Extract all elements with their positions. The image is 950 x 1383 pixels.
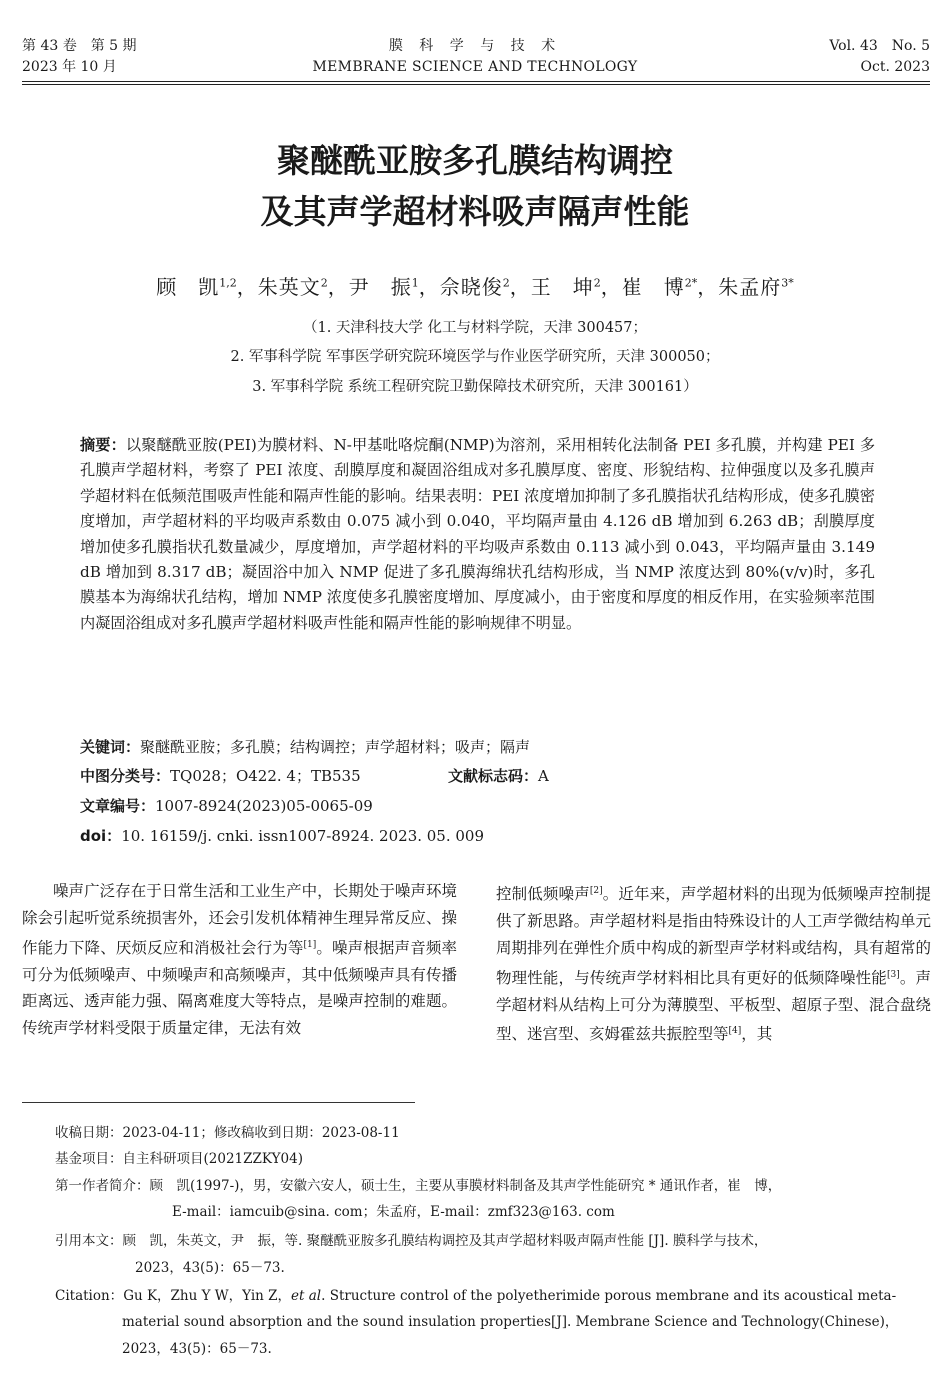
footnote-fund: 基金项目：自主科研项目(2021ZZKY04) [55, 1151, 303, 1167]
affiliation-1: （1. 天津科技大学 化工与材料学院，天津 300457； [302, 320, 647, 336]
author: 崔 博$^{2*}$， [621, 274, 719, 299]
header-left [22, 36, 137, 78]
bio-line-1: 顾 凯(1997-)，男，安徽六安人，硕士生，主要从事膜材料制备及其声学性能研究 * 通讯作者，崔 博， [149, 1178, 782, 1194]
header-right [829, 36, 930, 78]
doi-text: 10. 16159/j. cnki. issn1007-8924. 2023. 05. 009 [121, 827, 485, 845]
body-paragraph: 噪声广泛存在于日常生活和工业生产中，长期处于噪声环境除会引起听觉系统损害外，还会引发机体精神生理异常反应、操作能力下降、厌烦反应和消极社会行为等[1]。噪声根据声音频率可分为低频噪声、中频噪声和高频噪声，其中低频噪声具有传播距离远、透声能力强、隔离难度大等特点，是噪声控制的难题。传统声学材料受限于质量定律，无法有效 [22, 882, 457, 1038]
citation-ref: [4] [728, 1026, 742, 1037]
author: 王 坤$^2$， [530, 274, 622, 299]
author: 尹 振$^1$， [348, 274, 440, 299]
article-number [80, 794, 373, 818]
cite-cn-line-2: 2023，43(5)：65－73. [135, 1260, 285, 1276]
abstract-text: 以聚醚酰亚胺(PEI)为膜材料、N-甲基吡咯烷酮(NMP)为溶剂，采用相转化法制备 PEI 多孔膜，并构建 PEI 多孔膜声学超材料，考察了 PEI 浓度、刮膜厚度和凝固浴组成对多孔膜厚度、密度、形貌结构、拉伸强度以及多孔膜声学超材料在低频范围吸声性能和隔声性能的影响。结果表明：PEI 浓度增加抑制了多孔膜指状孔结构形成，使多孔膜密度增加，声学超材料的平均吸声系数由 0.075 减小到 0.040，平均隔声量由 4.126 dB 增加到 6.263 dB；刮膜厚度增加使多孔膜指状孔数量减少，厚度增加，声学超材料的平均吸声系数由 0.113 减小到 0.043，平均隔声量由 3.149 dB 增加到 8.317 dB；凝固浴中加入 NMP 促进了多孔膜海绵状孔结构形成，当 NMP 浓度达到 80%(v/v)时，多孔膜基本为海绵状孔结构，增加 NMP 浓度使多孔膜密度增加、厚度减小，由于密度和厚度的相反作用，在实验频率范围内凝固浴组成对多孔膜声学超材料吸声性能和隔声性能的影响规律不明显。 [80, 436, 876, 632]
header-rule-top [22, 81, 930, 82]
keywords-text: 聚醚酰亚胺；多孔膜；结构调控；声学超材料；吸声；隔声 [140, 738, 531, 756]
document-code [448, 764, 549, 788]
body-column-left [22, 878, 457, 1042]
affiliation-2: 2. 军事科学院 军事医学研究院环境医学与作业医学研究所，天津 300050； [230, 349, 720, 365]
footnote-received: 收稿日期：2023-04-11；修改稿收到日期：2023-08-11 [55, 1125, 400, 1141]
keywords-label: 关键词： [80, 738, 141, 756]
author: 朱英文$^2$， [257, 274, 349, 299]
cite-cn-line-1: 顾 凯，朱英文，尹 振，等. 聚醚酰亚胺多孔膜结构调控及其声学超材料吸声隔声性能 [J]. 膜科学与技术， [122, 1233, 768, 1249]
bio-label: 第一作者简介： [55, 1178, 150, 1194]
cite-en-label: Citation： [55, 1288, 124, 1304]
document-code-text: A [538, 767, 549, 785]
header-rule-bottom [22, 84, 930, 85]
keywords [80, 735, 530, 759]
body-column-right [496, 878, 931, 1048]
author: 顾 凯$^{1,2}$， [156, 274, 258, 299]
header-center [275, 36, 675, 78]
footnote-cite-cn [55, 1229, 935, 1253]
footnote-author-bio [55, 1174, 935, 1198]
article-number-text: 1007-8924(2023)05-0065-09 [155, 797, 373, 815]
cite-cn-label: 引用本文： [55, 1233, 123, 1249]
footnote-rule [22, 1102, 415, 1103]
citation-ref: [3] [886, 969, 900, 980]
citation-ref: [1] [303, 939, 317, 950]
doi [80, 824, 484, 848]
volume-number-en: Vol. 43 No. 5 [829, 38, 930, 54]
title-line-1: 聚醚酰亚胺多孔膜结构调控 [277, 141, 673, 180]
clc-label: 中图分类号： [80, 767, 171, 785]
volume-issue: 第 43 卷 第 5 期 [22, 38, 137, 54]
author-list [0, 268, 950, 302]
author: 朱孟府$^{3*}$ [718, 274, 794, 299]
document-code-label: 文献标志码： [448, 767, 539, 785]
bio-line-2: E-mail：iamcuib@sina. com；朱孟府，E-mail：zmf323@163. com [172, 1204, 615, 1220]
body-paragraph: 控制低频噪声[2]。近年来，声学超材料的出现为低频噪声控制提供了新思路。声学超材料是指由特殊设计的人工声学微结构单元周期排列在弹性介质中构成的新型声学材料或结构，具有超常的物理性能，与传统声学材料相比具有更好的低频降噪性能[3]。声学超材料从结构上可分为薄膜型、平板型、超原子型、混合盘绕型、迷宫型、亥姆霍兹共振腔型等[4]，其 [496, 885, 931, 1044]
clc-number [80, 764, 361, 788]
abstract [80, 433, 875, 636]
title-line-2: 及其声学超材料吸声隔声性能 [260, 192, 690, 231]
date-en: Oct. 2023 [860, 59, 930, 75]
footnote-cite-en: Citation：Gu K，Zhu Y W，Yin Z，et al. Structure control of the polyetherimide porous membrane and its acoustical meta- [55, 1288, 897, 1304]
author: 佘晓俊$^2$， [439, 274, 531, 299]
issue-date: 2023 年 10 月 [22, 59, 117, 75]
affiliation-3: 3. 军事科学院 系统工程研究院卫勤保障技术研究所，天津 300161） [252, 379, 698, 395]
citation-ref: [2] [589, 886, 603, 896]
clc-text: TQ028；O422. 4；TB535 [170, 767, 361, 785]
doi-label: doi： [80, 827, 122, 845]
article-number-label: 文章编号： [80, 797, 156, 815]
journal-name-en: MEMBRANE SCIENCE AND TECHNOLOGY [312, 59, 638, 75]
journal-name-cn: 膜 科 学 与 技 术 [388, 38, 562, 54]
et-al: et al [291, 1288, 322, 1304]
cite-en-line-3: 2023，43(5)：65－73. [122, 1341, 272, 1357]
cite-en-line-2: material sound absorption and the sound insulation properties[J]. Membrane Science and Technology(Chinese)， [122, 1314, 899, 1330]
abstract-label: 摘要： [80, 436, 126, 454]
